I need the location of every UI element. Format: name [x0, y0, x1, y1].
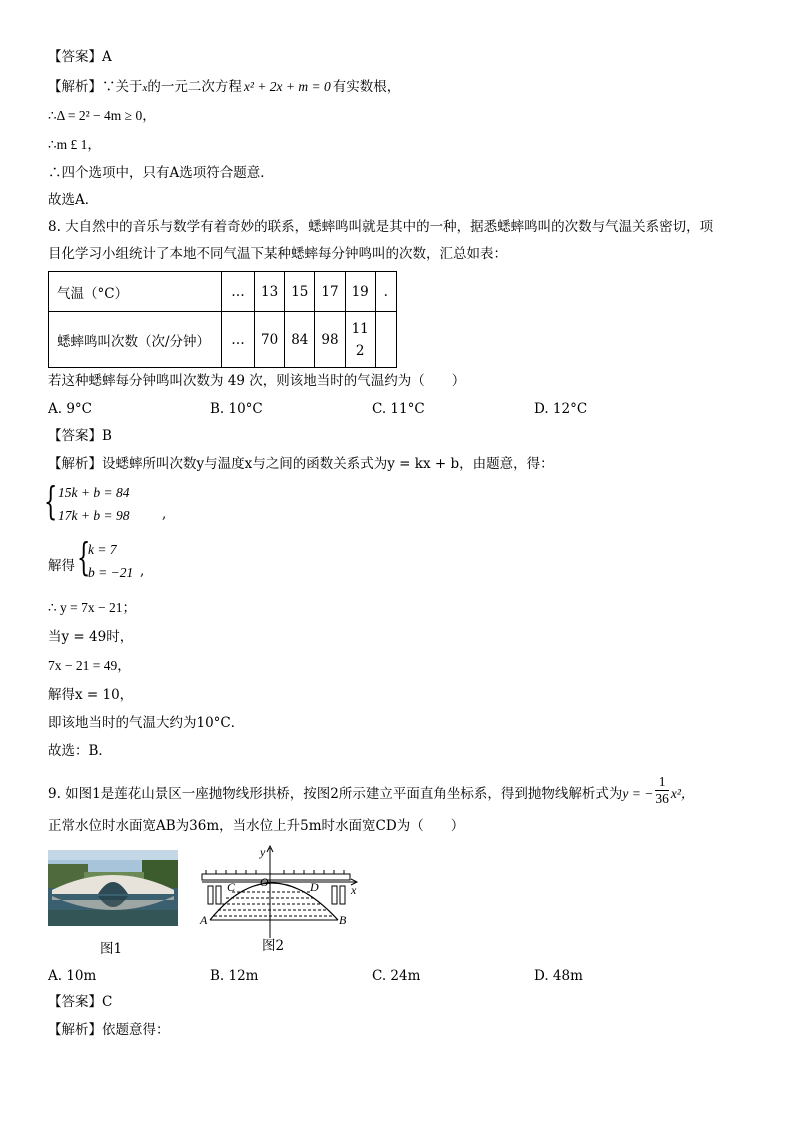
q8-when: 当y = 49时， — [48, 629, 134, 645]
q8-stem-line1: 8. 大自然中的音乐与数学有着奇妙的联系，蟋蟀鸣叫就是其中的一种，据悉蟋蟀鸣叫的次数与气温关系密切，项 — [48, 219, 714, 235]
q9-analysis: 【解析】依题意得： — [48, 1022, 170, 1038]
fig2-label-o: O — [260, 875, 269, 889]
table-cell: . — [375, 272, 396, 312]
q9-formula-lhs: y = − — [622, 786, 654, 801]
q7-step3: ∴四个选项中，只有A选项符合题意． — [48, 165, 274, 181]
system2-eq1: k = 7 — [88, 542, 117, 557]
bridge-photo-svg — [48, 850, 178, 926]
table-cell: … — [222, 312, 255, 368]
q8-meaning: 即该地当时的气温大约为10°C． — [48, 715, 245, 731]
q7-analysis-prefix: 【解析】∵关于 — [48, 79, 143, 95]
fig2-caption: 图2 — [262, 938, 285, 954]
table-row-label: 气温（°C） — [49, 272, 222, 312]
fig2-label-y: y — [260, 845, 266, 859]
table-row-label: 蟋蟀鸣叫次数（次/分钟） — [49, 312, 222, 368]
fig1-caption: 图1 — [100, 941, 123, 957]
q8-data-table — [48, 271, 397, 368]
q8-analysis: 【解析】设蟋蟀所叫次数y与温度x与之间的函数关系式为y = kx + b，由题意，得： — [48, 456, 554, 472]
table-cell: 70 — [255, 312, 285, 368]
system1-eq2: 17k + b = 98 — [58, 508, 130, 523]
bridge-photo — [48, 850, 178, 926]
system2-eq2: b = −21 — [88, 565, 134, 580]
q9-option-d: D. 48m — [534, 968, 583, 984]
table-cell: 17 — [315, 272, 345, 312]
q8-conclusion: 故选：B． — [48, 743, 112, 759]
system1-brace: { — [44, 479, 58, 523]
q8-solved: 解得x = 10， — [48, 687, 134, 703]
q8-option-c: C. 11°C — [372, 401, 425, 417]
fig2-label-b: B — [339, 913, 347, 927]
table-row — [49, 312, 397, 368]
q7-step1: ∴Δ = 2² − 4m ≥ 0， — [48, 108, 156, 123]
fig2-label-x: x — [351, 883, 357, 897]
q8-eq: 7x − 21 = 49， — [48, 658, 131, 673]
table-cell: 19 — [345, 272, 375, 312]
q7-step2: ∴m £ 1， — [48, 137, 101, 152]
q8-result: ∴ y = 7x − 21； — [48, 600, 136, 615]
system1-comma: , — [162, 506, 167, 522]
q9-stem-line1 — [48, 774, 695, 811]
system2-comma: , — [140, 563, 145, 579]
table-cell: … — [222, 272, 255, 312]
system1-eq1: 15k + b = 84 — [58, 485, 130, 500]
q7-analysis-mid: 的一元二次方程 — [147, 79, 242, 95]
q7-conclusion: 故选A． — [48, 192, 99, 208]
fraction-numerator: 1 — [655, 774, 669, 791]
table-cell: 13 — [255, 272, 285, 312]
solve-label: 解得 — [48, 558, 75, 574]
q8-option-d: D. 12°C — [534, 401, 588, 417]
q9-option-b: B. 12m — [210, 968, 259, 984]
q9-stem-line2: 正常水位时水面宽AB为36m，当水位上升5m时水面宽CD为（ ） — [48, 818, 465, 834]
q8-option-b: B. 10°C — [210, 401, 263, 417]
q8-stem-line2: 目化学习小组统计了本地不同气温下某种蟋蟀每分钟鸣叫的次数，汇总如表： — [48, 246, 507, 262]
table-cell: 84 — [285, 312, 315, 368]
table-cell — [375, 312, 396, 368]
q9-stem-text: 9. 如图1是莲花山景区一座抛物线形拱桥，按图2所示建立平面直角坐标系，得到抛物线解析式为 — [48, 786, 623, 802]
q9-option-a: A. 10m — [48, 968, 97, 984]
fraction-denominator: 36 — [655, 791, 669, 806]
q9-answer: 【答案】C — [48, 994, 113, 1010]
q7-analysis — [48, 78, 400, 97]
system2-brace: { — [77, 535, 91, 579]
fig2-label-d: D — [310, 880, 319, 894]
q7-answer: 【答案】A — [48, 49, 112, 65]
q7-analysis-suffix: 有实数根， — [332, 79, 401, 95]
q8-answer: 【答案】B — [48, 428, 112, 444]
table-cell: 98 — [315, 312, 345, 368]
q9-formula-rhs: x²， — [670, 786, 695, 801]
table-cell: 15 — [285, 272, 315, 312]
q8-option-a: A. 9°C — [48, 401, 93, 417]
fig2-label-c: C — [227, 880, 236, 894]
q7-var-x: x — [142, 82, 148, 94]
q8-question: 若这种蟋蟀每分钟鸣叫次数为 49 次，则该地当时的气温约为（ ） — [48, 373, 466, 389]
q9-formula-fraction — [655, 774, 669, 807]
table-row — [49, 272, 397, 312]
table-cell: 11 2 — [345, 312, 375, 368]
q7-equation: x² + 2x + m = 0 — [243, 79, 331, 94]
fig2-diagram — [196, 844, 366, 942]
fig2-label-a: A — [200, 913, 208, 927]
q9-option-c: C. 24m — [372, 968, 421, 984]
